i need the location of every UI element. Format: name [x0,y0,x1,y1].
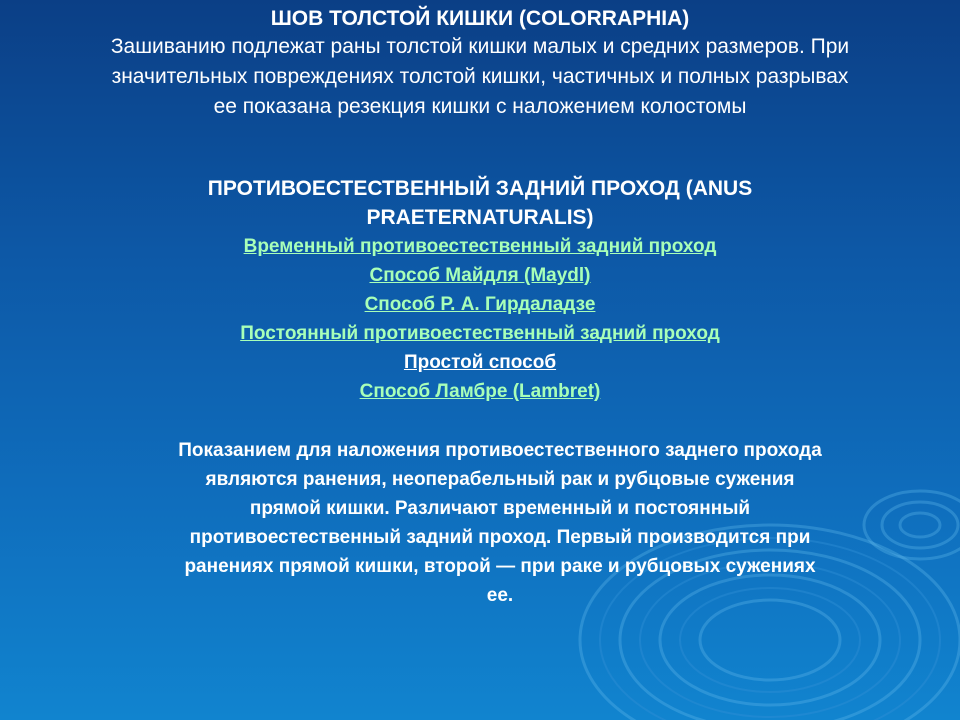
body-line: ее. [486,585,514,606]
link-girdaladze-method[interactable]: Способ Р. А. Гирдаладзе [364,294,596,315]
body-line: противоестественный задний проход. Первый производится при [189,527,811,548]
body-line: являются ранения, неоперабельный рак и рубцовые сужения [205,469,795,490]
link-lambret-method[interactable]: Способ Ламбре (Lambret) [359,381,601,402]
link-maydl-method[interactable]: Способ Майдля (Maydl) [369,265,591,286]
intro-paragraph [40,32,920,122]
link-permanent-anus[interactable]: Постоянный противоестественный задний проход [240,323,720,344]
link-simple-method[interactable]: Простой способ [403,352,557,373]
intro-line: ее показана резекция кишки с наложением колостомы [213,95,747,118]
indications-paragraph [60,436,940,610]
slide-heading: ШОВ ТОЛСТОЙ КИШКИ (COLORRAPHIA) [270,7,690,30]
intro-line: Зашиванию подлежат раны толстой кишки малых и средних размеров. При [110,35,850,58]
body-line: ранениях прямой кишки, второй — при раке и рубцовых сужениях [184,556,816,577]
body-line: прямой кишки. Различают временный и постоянный [249,498,751,519]
body-line: Показанием для наложения противоестественного заднего прохода [178,440,822,461]
section-title-line: PRAETERNATURALIS) [366,206,594,229]
intro-line: значительных повреждениях толстой кишки, частичных и полных разрывах [111,65,849,88]
link-temporary-anus[interactable]: Временный противоестественный задний проход [243,236,717,257]
section-title [40,174,920,232]
section-title-line: ПРОТИВОЕСТЕСТВЕННЫЙ ЗАДНИЙ ПРОХОД (ANUS [207,177,753,200]
